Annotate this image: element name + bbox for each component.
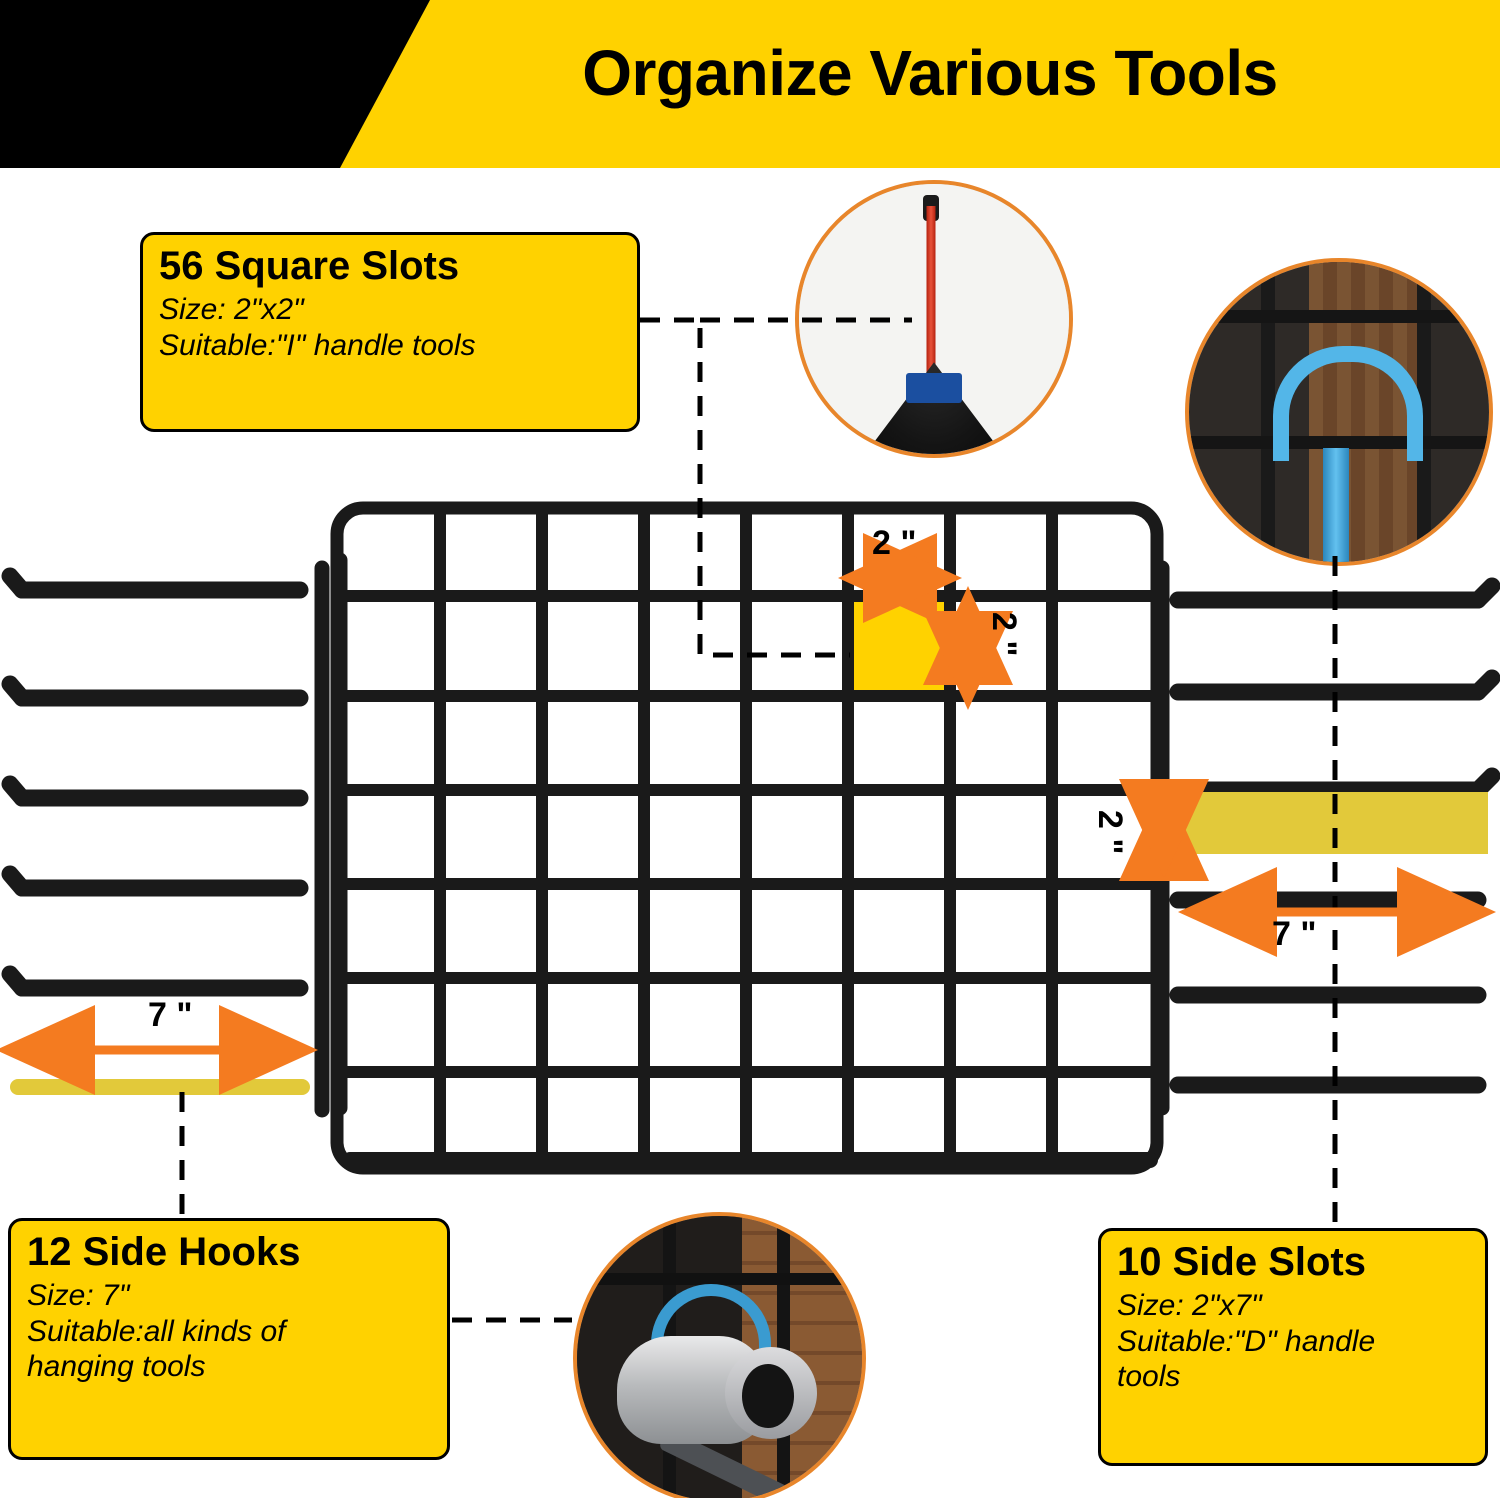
- callout-side-hooks-suitable-2: hanging tools: [27, 1349, 206, 1383]
- callout-side-hooks-title: 12 Side Hooks: [27, 1230, 301, 1274]
- hook-right-3-tip: [1478, 776, 1492, 790]
- dimension-slot-width-label: 2 ": [872, 524, 917, 562]
- callout-side-slots: [1098, 1228, 1488, 1466]
- d-handle-rack-bar-top: [1189, 310, 1489, 323]
- blower-illustration: [577, 1216, 862, 1498]
- hook-right-2-tip: [1478, 678, 1492, 692]
- blower-rack-bar: [577, 1273, 862, 1285]
- tool-rack-diagram: [0, 460, 1500, 1220]
- rake-label: [906, 373, 962, 403]
- callout-side-hooks: [8, 1218, 450, 1460]
- photo-leaf-blower: [573, 1212, 866, 1498]
- callout-side-slots-size: Size: 2"x7": [1117, 1289, 1262, 1323]
- callout-square-slots-title: 56 Square Slots: [159, 244, 460, 288]
- hook-left-5-tip: [10, 974, 22, 988]
- page-title: Organize Various Tools: [582, 37, 1278, 109]
- square-slot-highlight: [848, 596, 950, 696]
- header-black-wedge: [0, 0, 430, 168]
- callout-square-slots: [140, 232, 640, 432]
- hook-left-3-tip: [10, 784, 22, 798]
- callout-side-slots-suitable: Suitable:"D" handle: [1117, 1324, 1376, 1358]
- left-side-hooks: [10, 576, 300, 988]
- callout-side-hooks-suitable: Suitable:all kinds of: [27, 1314, 286, 1348]
- callout-square-slots-suitable: Suitable:"I" handle tools: [159, 328, 476, 362]
- photo-rake: [795, 180, 1073, 458]
- hook-left-4-tip: [10, 874, 22, 888]
- header-banner: [0, 0, 1500, 168]
- hook-left-2-tip: [10, 684, 22, 698]
- callout-side-slots-suitable-2: tools: [1117, 1359, 1181, 1393]
- hook-right-1-tip: [1478, 586, 1492, 600]
- dimension-side-slot-width-label: 7 ": [1272, 915, 1317, 953]
- side-slot-highlight: [1178, 792, 1488, 854]
- rake-handle: [927, 206, 936, 373]
- callout-side-slots-title: 10 Side Slots: [1117, 1240, 1366, 1284]
- rake-illustration: [799, 184, 1069, 454]
- callout-side-hooks-size: Size: 7": [27, 1279, 130, 1313]
- callout-square-slots-size: Size: 2"x2": [159, 293, 304, 327]
- hook-left-1-tip: [10, 576, 22, 590]
- dimension-slot-height-label: 2 ": [985, 612, 1023, 657]
- dimension-side-slot-height-label: 2 ": [1091, 810, 1129, 855]
- dimension-hook-length-label: 7 ": [148, 996, 193, 1034]
